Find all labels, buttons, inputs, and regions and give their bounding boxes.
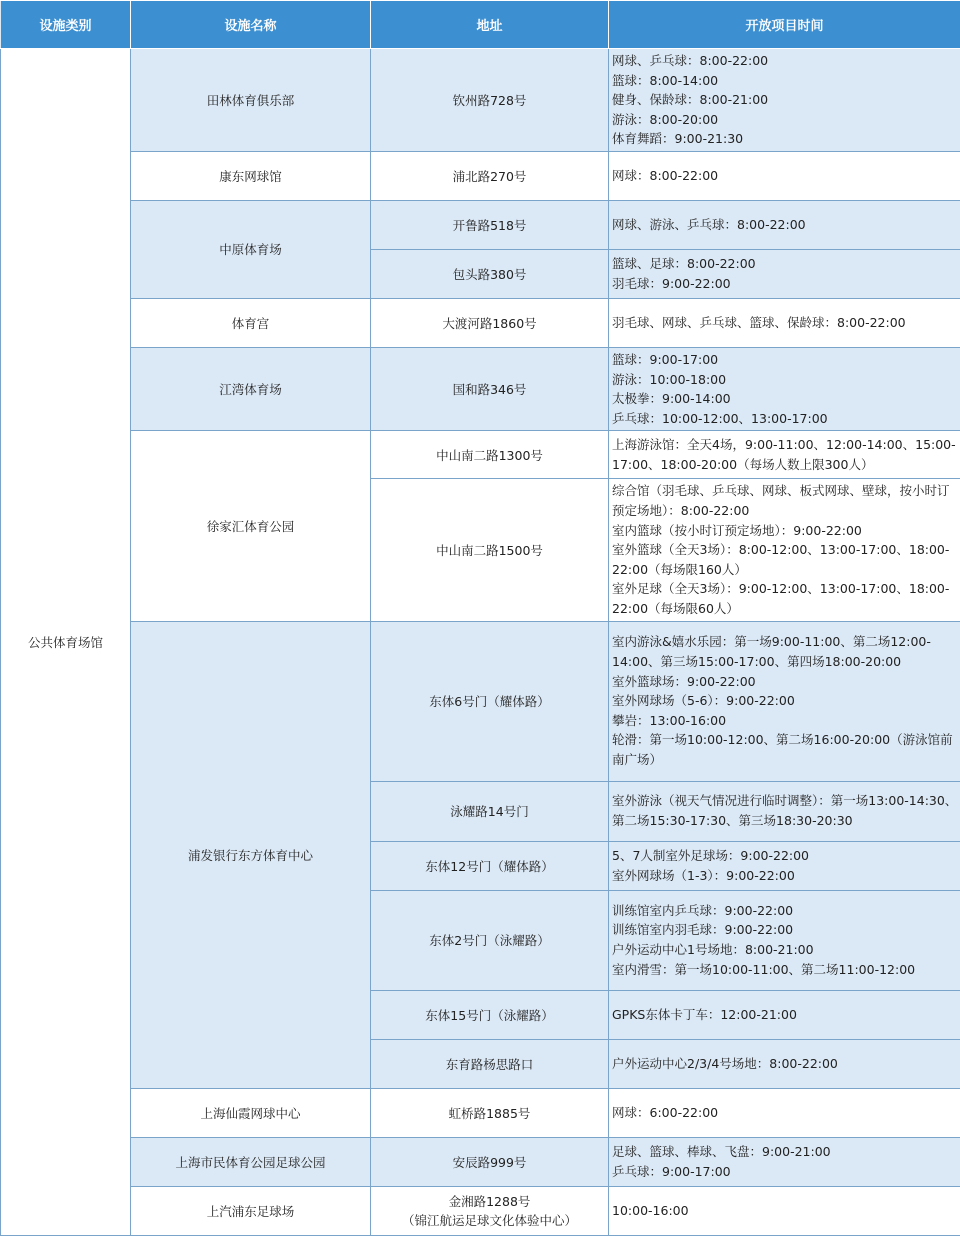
table-row	[1, 621, 960, 781]
hours-line: 游泳：10:00-18:00	[612, 370, 958, 390]
facility-name: 田林体育俱乐部	[131, 49, 371, 152]
hours-line: 5、7人制室外足球场：9:00-22:00	[612, 846, 958, 866]
hours-line: 训练馆室内乒乓球：9:00-22:00	[612, 901, 958, 921]
opening-hours	[609, 990, 960, 1039]
table-row	[1, 151, 960, 200]
facility-name: 上海仙霞网球中心	[131, 1088, 371, 1137]
opening-hours	[609, 781, 960, 841]
facility-address: 开鲁路518号	[371, 200, 609, 249]
table-row	[1, 49, 960, 152]
facility-name: 体育宫	[131, 298, 371, 347]
facility-name: 徐家汇体育公园	[131, 431, 371, 621]
hours-line: 足球、篮球、棒球、飞盘：9:00-21:00	[612, 1142, 958, 1162]
opening-hours	[609, 298, 960, 347]
opening-hours	[609, 841, 960, 890]
hours-line: 室外游泳（视天气情况进行临时调整）：第一场13:00-14:30、第二场15:30-17:30、第三场18:30-20:30	[612, 791, 958, 830]
hours-line: 网球：6:00-22:00	[612, 1103, 958, 1123]
opening-hours	[609, 249, 960, 298]
table-row	[1, 431, 960, 479]
facility-address: 中山南二路1300号	[371, 431, 609, 479]
facility-name: 浦发银行东方体育中心	[131, 621, 371, 1088]
table-row	[1, 200, 960, 249]
table-row	[1, 347, 960, 430]
hours-line: 游泳：8:00-20:00	[612, 110, 958, 130]
category-cell: 公共体育场馆	[1, 49, 131, 1236]
table-row	[1, 1186, 960, 1235]
opening-hours	[609, 1137, 960, 1186]
hours-line: 室外篮球（全天3场）：8:00-12:00、13:00-17:00、18:00-22:00（每场限160人）	[612, 540, 958, 579]
hours-line: 10:00-16:00	[612, 1201, 958, 1221]
header-category: 设施类别	[1, 1, 131, 49]
hours-line: 户外运动中心1号场地：8:00-21:00	[612, 940, 958, 960]
hours-line: 太极拳：9:00-14:00	[612, 389, 958, 409]
facility-address: 东体12号门（耀体路）	[371, 841, 609, 890]
hours-line: 室内滑雪：第一场10:00-11:00、第二场11:00-12:00	[612, 960, 958, 980]
hours-line: 羽毛球：9:00-22:00	[612, 274, 958, 294]
hours-line: 轮滑：第一场10:00-12:00、第二场16:00-20:00（游泳馆前南广场）	[612, 730, 958, 769]
hours-line: 乒乓球：10:00-12:00、13:00-17:00	[612, 409, 958, 429]
hours-line: 篮球、足球：8:00-22:00	[612, 254, 958, 274]
facility-address: 大渡河路1860号	[371, 298, 609, 347]
hours-line: 户外运动中心2/3/4号场地：8:00-22:00	[612, 1054, 958, 1074]
facility-address: 国和路346号	[371, 347, 609, 430]
opening-hours	[609, 431, 960, 479]
facility-address: 浦北路270号	[371, 151, 609, 200]
hours-line: 健身、保龄球：8:00-21:00	[612, 90, 958, 110]
opening-hours	[609, 621, 960, 781]
opening-hours	[609, 49, 960, 152]
hours-line: 室外篮球场：9:00-22:00	[612, 672, 958, 692]
facility-name: 中原体育场	[131, 200, 371, 298]
opening-hours	[609, 479, 960, 621]
address-note: （锦江航运足球文化体验中心）	[371, 1211, 608, 1230]
facility-name: 江湾体育场	[131, 347, 371, 430]
hours-line: 网球、乒乓球：8:00-22:00	[612, 51, 958, 71]
facility-name: 上海市民体育公园足球公园	[131, 1137, 371, 1186]
table-row	[1, 298, 960, 347]
header-facility-name: 设施名称	[131, 1, 371, 49]
opening-hours	[609, 200, 960, 249]
hours-line: 室外网球场（5-6）：9:00-22:00	[612, 691, 958, 711]
hours-line: 综合馆（羽毛球、乒乓球、网球、板式网球、壁球，按小时订预定场地）：8:00-22:00	[612, 481, 958, 520]
facility-address: 东体2号门（泳耀路）	[371, 890, 609, 990]
table-row	[1, 1088, 960, 1137]
hours-line: 攀岩：13:00-16:00	[612, 711, 958, 731]
opening-hours	[609, 347, 960, 430]
opening-hours	[609, 1186, 960, 1235]
facility-address: 东体6号门（耀体路）	[371, 621, 609, 781]
hours-line: 室内篮球（按小时订预定场地）：9:00-22:00	[612, 521, 958, 541]
hours-line: 体育舞蹈：9:00-21:30	[612, 129, 958, 149]
opening-hours	[609, 1088, 960, 1137]
opening-hours	[609, 151, 960, 200]
header-opening-hours: 开放项目时间	[609, 1, 960, 49]
facility-name: 上汽浦东足球场	[131, 1186, 371, 1235]
facility-address: 安辰路999号	[371, 1137, 609, 1186]
address-line: 金湘路1288号	[371, 1192, 608, 1211]
table-row	[1, 1137, 960, 1186]
facility-address: 钦州路728号	[371, 49, 609, 152]
hours-line: 篮球：9:00-17:00	[612, 350, 958, 370]
hours-line: 乒乓球：9:00-17:00	[612, 1162, 958, 1182]
facility-address: 包头路380号	[371, 249, 609, 298]
hours-line: 羽毛球、网球、乒乓球、篮球、保龄球：8:00-22:00	[612, 313, 958, 333]
header-address: 地址	[371, 1, 609, 49]
hours-line: 室外足球（全天3场）：9:00-12:00、13:00-17:00、18:00-22:00（每场限60人）	[612, 579, 958, 618]
hours-line: 网球、游泳、乒乓球：8:00-22:00	[612, 215, 958, 235]
opening-hours	[609, 890, 960, 990]
facility-address: 东体15号门（泳耀路）	[371, 990, 609, 1039]
facility-address: 泳耀路14号门	[371, 781, 609, 841]
facility-name: 康东网球馆	[131, 151, 371, 200]
hours-line: 室内游泳&嬉水乐园：第一场9:00-11:00、第二场12:00-14:00、第三场15:00-17:00、第四场18:00-20:00	[612, 632, 958, 671]
hours-line: 网球：8:00-22:00	[612, 166, 958, 186]
hours-line: 上海游泳馆：全天4场，9:00-11:00、12:00-14:00、15:00-17:00、18:00-20:00（每场人数上限300人）	[612, 435, 958, 474]
hours-line: GPKS东体卡丁车：12:00-21:00	[612, 1005, 958, 1025]
facility-address: 虹桥路1885号	[371, 1088, 609, 1137]
facility-address	[371, 1186, 609, 1235]
hours-line: 室外网球场（1-3）：9:00-22:00	[612, 866, 958, 886]
facility-address: 中山南二路1500号	[371, 479, 609, 621]
hours-line: 训练馆室内羽毛球：9:00-22:00	[612, 920, 958, 940]
facility-address: 东育路杨思路口	[371, 1039, 609, 1088]
opening-hours	[609, 1039, 960, 1088]
hours-line: 篮球：8:00-14:00	[612, 71, 958, 91]
table-header-row	[1, 1, 960, 49]
